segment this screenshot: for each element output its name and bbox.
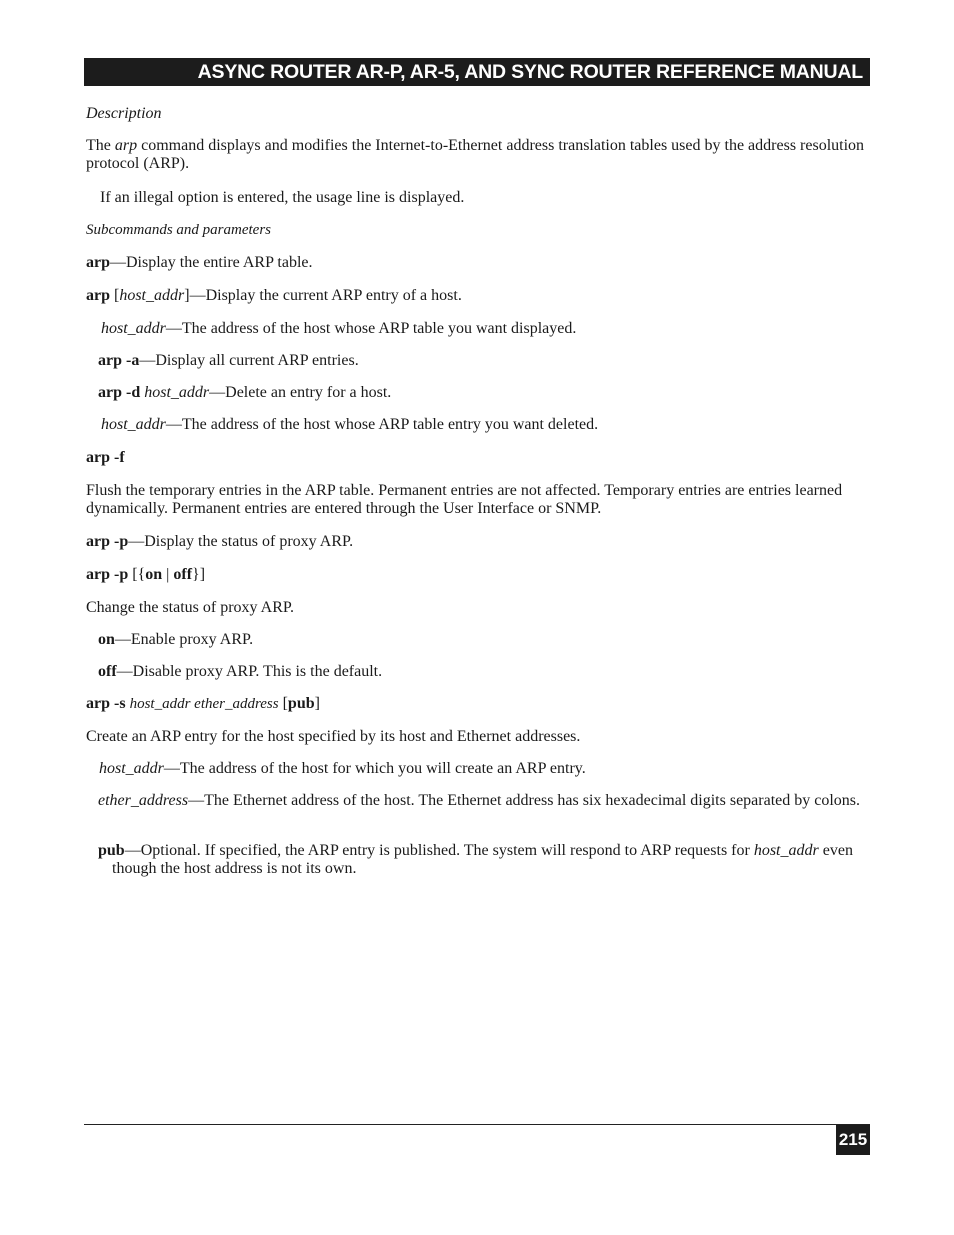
arp-f-description: Flush the temporary entries in the ARP table. Permanent entries are not affected. Temporary entries are entries learned dynamically. Permanent entries are entered through the User Interface or SNMP. — [86, 482, 843, 517]
subcommands-heading: Subcommands and parameters — [86, 222, 271, 238]
arp-host-entry: arp [host_addr]—Display the current ARP entry of a host. — [86, 287, 462, 304]
arp-f-entry: arp -f — [86, 449, 125, 466]
page-number: 215 — [836, 1125, 870, 1155]
arp-host-param: host_addr—The address of the host whose ARP table you want displayed. — [101, 320, 577, 337]
arp-p-set-entry: arp -p [{on | off}] — [86, 566, 206, 583]
arp-entry: arp—Display the entire ARP table. — [86, 254, 313, 271]
proxy-off-option: off—Disable proxy ARP. This is the default. — [98, 663, 383, 680]
usage-note: If an illegal option is entered, the usage line is displayed. — [100, 189, 465, 206]
arp-s-entry: arp -s host_addr ether_address [pub] — [86, 695, 320, 712]
arp-s-ether-param: ether_address—The Ethernet address of the host. The Ethernet address has six hexadecimal digits separated by colons. — [98, 792, 861, 809]
arp-d-param: host_addr—The address of the host whose ARP table entry you want deleted. — [101, 416, 599, 433]
arp-a-entry: arp -a—Display all current ARP entries. — [98, 352, 359, 369]
footer-rule — [84, 1124, 870, 1125]
arp-p-entry: arp -p—Display the status of proxy ARP. — [86, 533, 354, 550]
arp-d-entry: arp -d host_addr—Delete an entry for a host. — [98, 384, 392, 401]
proxy-on-option: on—Enable proxy ARP. — [98, 631, 254, 648]
page-header: ASYNC ROUTER AR-P, AR-5, AND SYNC ROUTER REFERENCE MANUAL — [84, 58, 870, 86]
arp-s-pub-option: pub—Optional. If specified, the ARP entry is published. The system will respond to ARP requests for host_addr even though the host address is not its own. — [98, 842, 853, 877]
arp-p-set-description: Change the status of proxy ARP. — [86, 599, 294, 616]
description-paragraph: The arp command displays and modifies the Internet-to-Ethernet address translation tables used by the address resolution protocol (ARP). — [86, 137, 865, 172]
arp-s-host-param: host_addr—The address of the host for which you will create an ARP entry. — [99, 760, 586, 777]
description-heading: Description — [86, 105, 162, 122]
arp-s-description: Create an ARP entry for the host specified by its host and Ethernet addresses. — [86, 728, 581, 745]
